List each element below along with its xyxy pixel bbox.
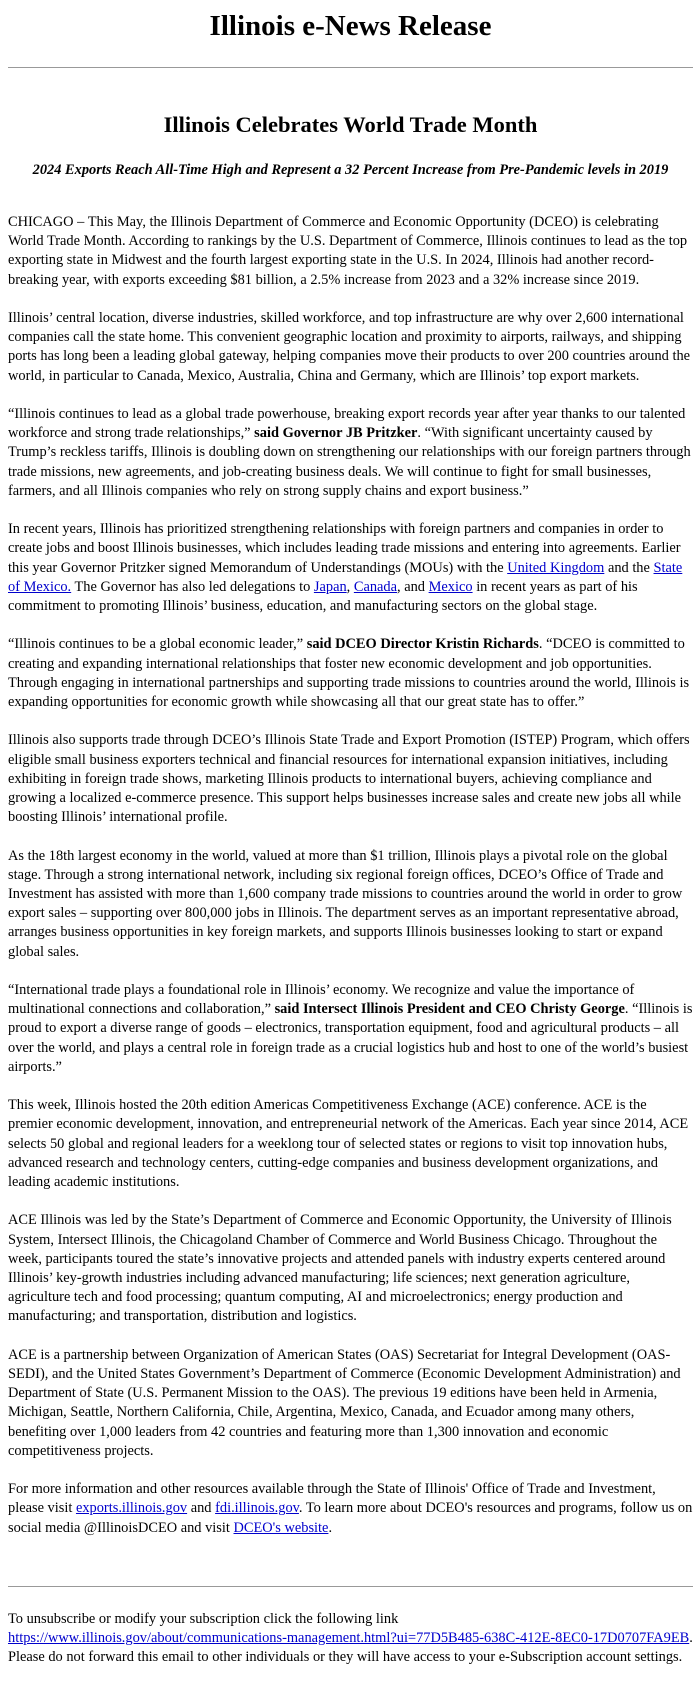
link-dceo-website[interactable]: DCEO's website (233, 1519, 329, 1536)
paragraph-2: Illinois’ central location, diverse industries, skilled workforce, and top infrastructure are why over 2,600 international companies call the state home. This convenient geographic location and proximity to airports, railways, and shipping ports has long been a leading global gateway, helping companies move their products to over 200 countries around the world, in particular to Canada, Mexico, Australia, China and Germany, which are Illinois’ top export markets. (8, 310, 691, 384)
bottom-divider (8, 1586, 693, 1587)
link-united-kingdom[interactable]: United Kingdom (507, 559, 605, 576)
top-divider (8, 67, 693, 68)
unsubscribe-intro: To unsubscribe or modify your subscription click the following link (8, 1611, 399, 1627)
link-state-of-mexico[interactable]: State of Mexico. (8, 559, 683, 595)
paragraph-text: For more information and other resources available through the State of Illinois' Office of Trade and Investment, please visit (8, 1481, 656, 1517)
quote-attribution: said DCEO Director Kristin Richards (306, 636, 539, 653)
footer (8, 1610, 693, 1668)
paragraph-5-quote (8, 635, 693, 712)
footer-note: . Please do not forward this email to other individuals or they will have access to your e-Subscription account settings. (8, 1630, 693, 1666)
paragraph-text: In recent years, Illinois has prioritized strengthening relationships with foreign partners and companies in order to create jobs and boost Illinois businesses, which includes leading trade missions and entering into agreements. Earlier this year Governor Pritzker signed Memorandum of Understandings (MOUs) with the (8, 521, 681, 576)
paragraph-6: Illinois also supports trade through DCEO’s Illinois State Trade and Export Promotion (ISTEP) Program, which offers eligible small business exporters technical and financial resources for international expansion initiatives, including exhibiting in foreign trade shows, marketing Illinois products to international buyers, achieving compliance and growing a localized e-commerce presence. This support helps businesses increase sales and create new jobs all while boosting Illinois’ international profile. (8, 732, 690, 826)
quote-text: “Illinois continues to lead as a global trade powerhouse, breaking export records year after year thanks to our talented workforce and strong trade relationships,” (8, 406, 686, 442)
paragraph-text: , and (397, 578, 425, 595)
paragraph-text: . To learn more about DCEO's resources and programs, follow us on social media @IllinoisDCEO and visit (8, 1500, 693, 1536)
paragraph-11: ACE is a partnership between Organization of American States (OAS) Secretariat for Integral Development (OAS-SEDI), and the United States Government’s Department of Commerce (Economic Development Administration) and Department of State (U.S. Permanent Mission to the OAS). The previous 19 editions have been held in Armenia, Michigan, Seattle, Northern California, Chile, Argentina, Mexico, Canada, and Ecuador among many others, benefiting over 1,000 leaders from 42 countries and featuring more than 1,300 innovation and economic competitiveness projects. (8, 1346, 681, 1459)
unsubscribe-link[interactable]: https://www.illinois.gov/about/communications-management.html?ui=77D5B485-638C-412E-8EC0-17D0707FA9EB (8, 1630, 690, 1647)
paragraph-text: and (190, 1500, 212, 1517)
paragraph-10: ACE Illinois was led by the State’s Department of Commerce and Economic Opportunity, the University of Illinois System, Intersect Illinois, the Chicagoland Chamber of Commerce and World Business Chicago. Throughout the week, participants toured the state’s innovative projects and attended panels with industry experts centered around Illinois’ key-growth industries including advanced manufacturing; life sciences; next generation agriculture, agriculture tech and food processing; quantum computing, AI and microelectronics; energy production and manufacturing; and transportation, distribution and logistics. (8, 1212, 672, 1325)
paragraph-text: The Governor has also led delegations to (74, 578, 311, 595)
paragraph-1: CHICAGO – This May, the Illinois Department of Commerce and Economic Opportunity (DCEO) is celebrating World Trade Month. According to rankings by the U.S. Department of Commerce, Illinois continues to lead as the top exporting state in Midwest and the fourth largest exporting state in the U.S. In 2024, Illinois had another record-breaking year, with exports exceeding $81 billion, a 2.5% increase from 2023 and a 32% increase since 2019. (8, 214, 688, 288)
paragraph-4: In recent years, Illinois has prioritized strengthening relationships with foreign partners and companies in order to create jobs and boost Illinois businesses, which includes leading trade missions and entering into agreements. Earlier this year Governor Pritzker signed Memorandum of Understandings (MOUs) with the United Kingdom and the State of Mexico. The Governor has also led delegations to Japan, Canada, and Mexico in recent years as part of his commitment to promoting Illinois’ business, education, and manufacturing sectors on the global stage. (8, 521, 683, 615)
paragraph-8-quote (8, 981, 693, 1077)
subheadline: 2024 Exports Reach All-Time High and Represent a 32 Percent Increase from Pre-Pandemic levels in 2019 (32, 162, 669, 178)
paragraph-text: in recent years as part of his commitment to promoting Illinois’ business, education, and manufacturing sectors on the global stage. (8, 578, 638, 615)
quote-text: “Illinois continues to be a global economic leader,” (8, 636, 304, 653)
link-canada[interactable]: Canada (353, 578, 398, 595)
quote-attribution: said Governor JB Pritzker (254, 425, 418, 442)
quote-text: . “With significant uncertainty caused by Trump’s reckless tariffs, Illinois is doubling down on strengthening our relationships with our foreign partners through trade missions, new agreements, and job-creating business deals. We will continue to fight for small businesses, farmers, and all Illinois companies who rely on strong supply chains and export business.” (8, 425, 691, 499)
quote-text: . “DCEO is committed to creating and expanding international relationships that foster new economic development and job opportunities. Through engaging in international partnerships and supporting trade missions to countries around the world, Illinois is expanding opportunities for economic growth while showcasing all that our great state has to offer.” (8, 636, 690, 711)
paragraph-text: . (328, 1519, 333, 1536)
masthead: Illinois e-News Release (209, 10, 492, 42)
headline: Illinois Celebrates World Trade Month (163, 112, 538, 137)
link-fdi-illinois[interactable]: fdi.illinois.gov (215, 1500, 299, 1517)
link-mexico[interactable]: Mexico (428, 578, 473, 595)
paragraph-9: This week, Illinois hosted the 20th edition Americas Competitiveness Exchange (ACE) conference. ACE is the premier economic development, innovation, and entrepreneurial network of the Americas. Each year since 2014, ACE selects 50 global and regional leaders for a weeklong tour of selected states or regions to visit top innovation hubs, advanced research and technology centers, cutting-edge companies and business development organizations, and leading academic institutions. (8, 1097, 689, 1191)
paragraph-7: As the 18th largest economy in the world, valued at more than $1 trillion, Illinois plays a pivotal role on the global stage. Through a strong international network, including six regional foreign offices, DCEO’s Office of Trade and Investment has assisted with more than 1,600 company trade missions to countries around the world in order to grow export sales – supporting over 800,000 jobs in Illinois. The department serves as an important representative abroad, arranges business opportunities in key foreign markets, and supports Illinois businesses looking to start or expand global sales. (8, 847, 683, 960)
link-exports-illinois[interactable]: exports.illinois.gov (75, 1500, 188, 1517)
quote-text: “International trade plays a foundational role in Illinois’ economy. We recognize and value the importance of multinational connections and collaboration,” (8, 982, 635, 1018)
quote-text: . “Illinois is proud to export a diverse range of goods – electronics, transportation equipment, food and agricultural products – all over the world, and plays a central role in foreign trade as a crucial logistics hub and host to one of the world’s busiest airports.” (8, 1001, 693, 1075)
paragraph-3-quote (8, 405, 693, 501)
paragraph-12 (8, 1480, 693, 1538)
paragraph-text: and the (607, 559, 650, 576)
quote-attribution: said Intersect Illinois President and CEO Christy George (274, 1001, 625, 1018)
article-body (8, 213, 693, 1538)
page (8, 0, 693, 1666)
link-japan[interactable]: Japan (313, 578, 347, 595)
